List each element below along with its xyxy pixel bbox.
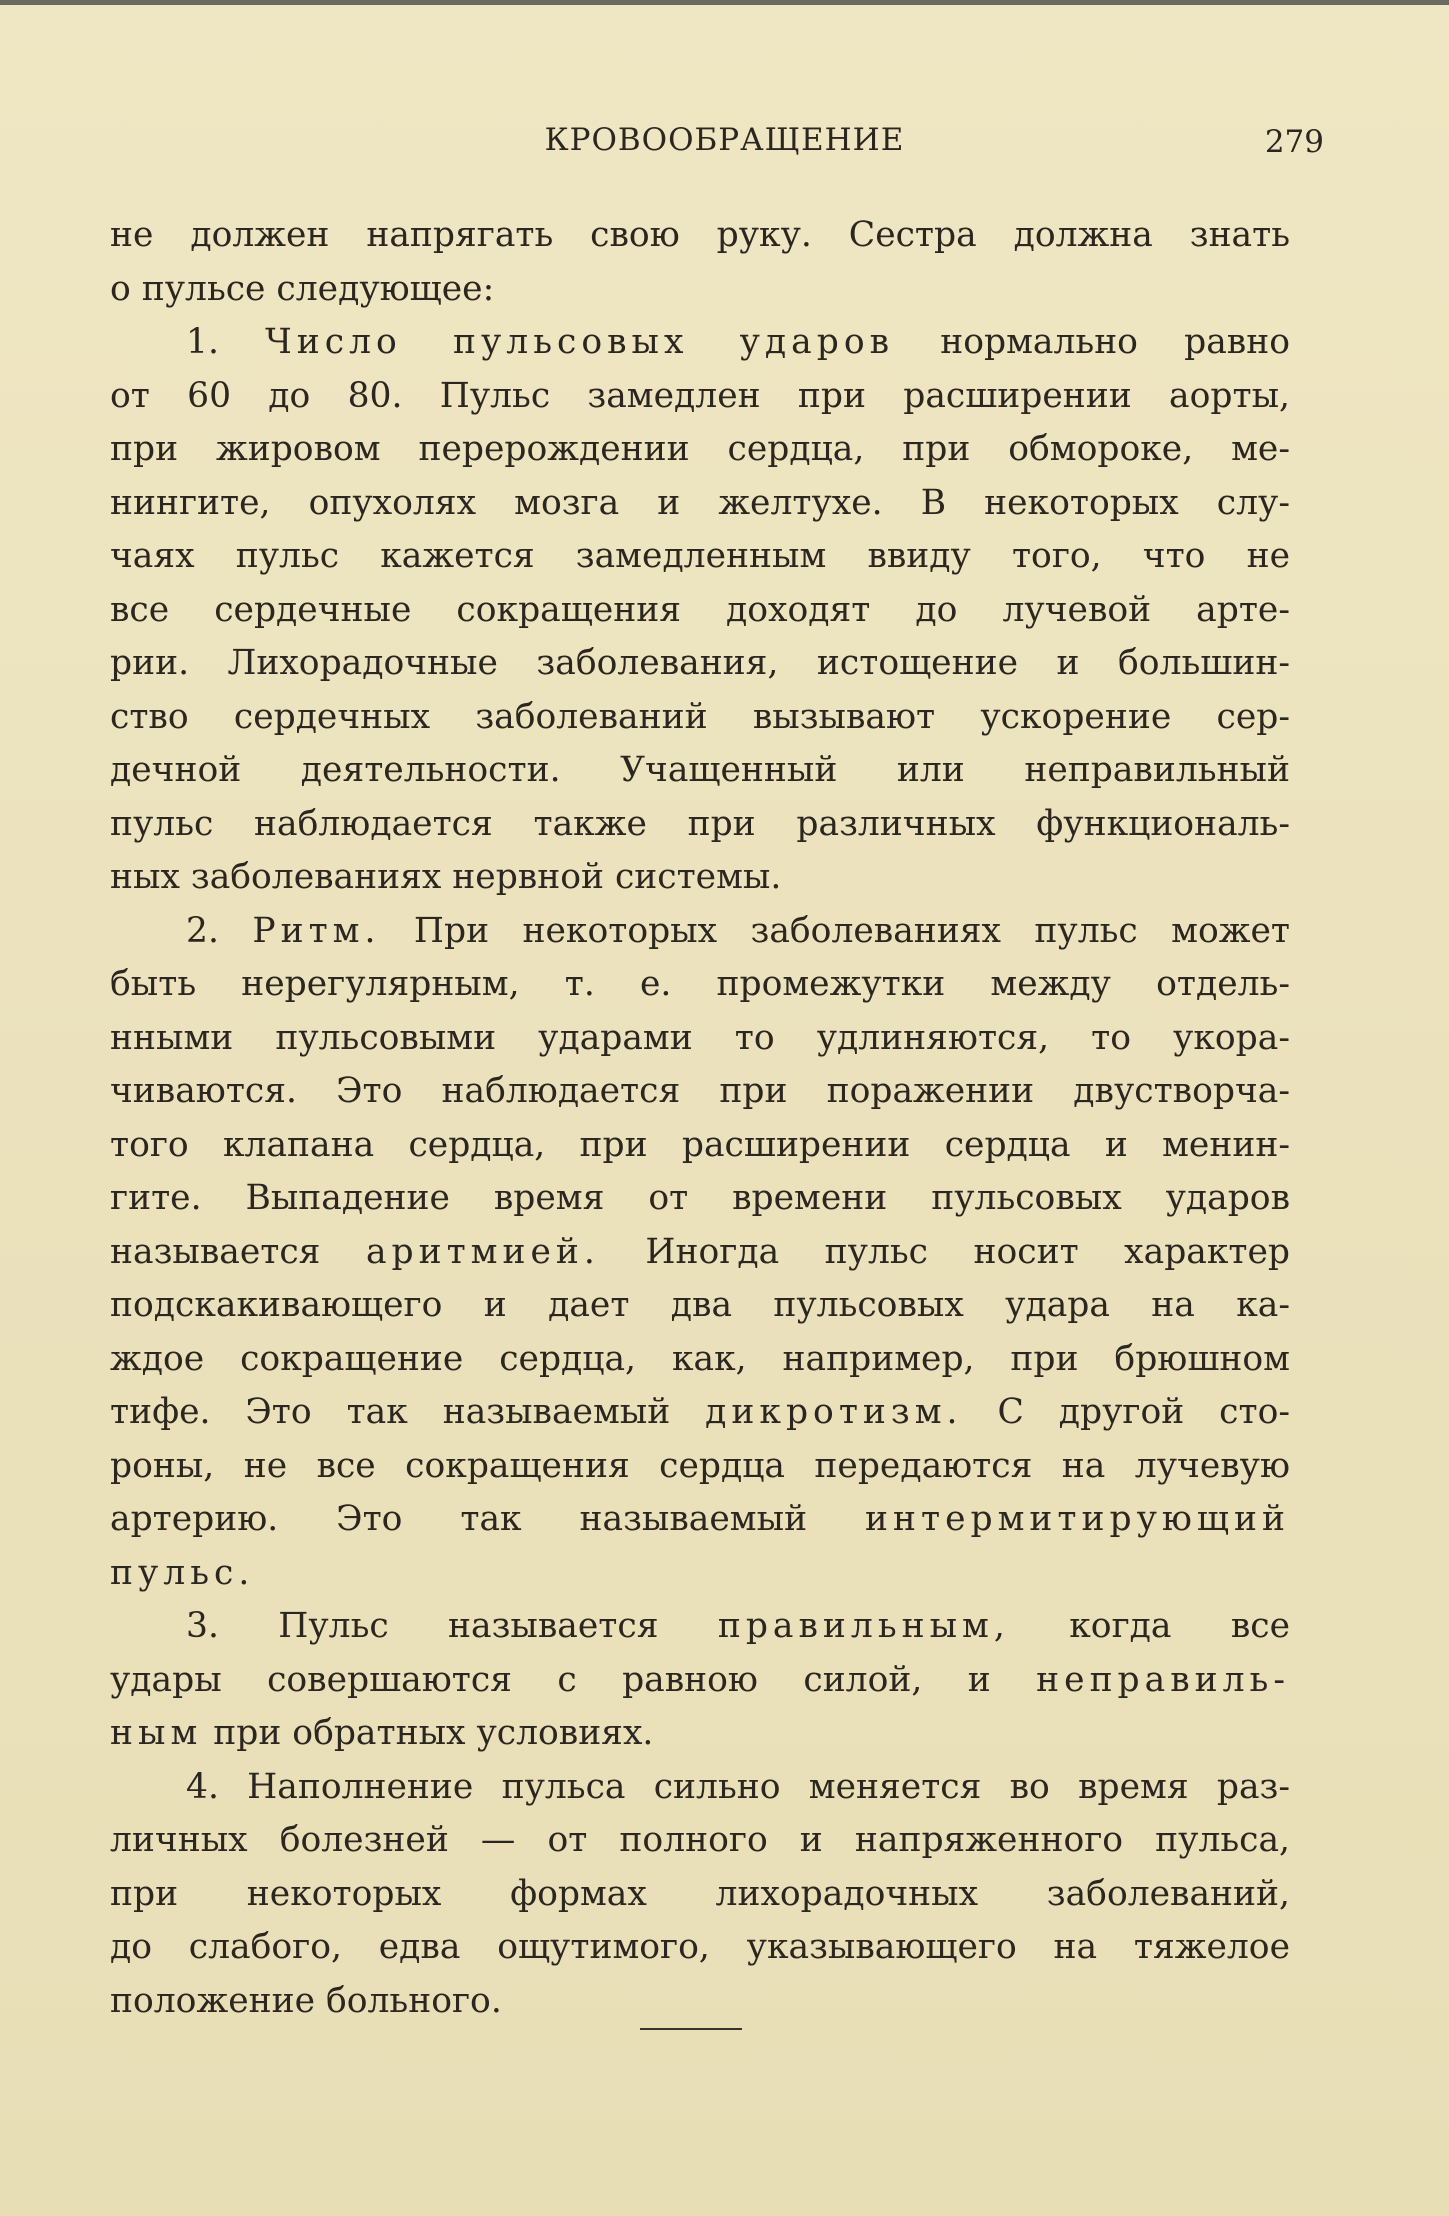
text-run: нными пульсовыми ударами то удлиняются, то укора- [110,1017,1290,1058]
text-run: дечной деятельности. Учащенный или неправильный [110,750,1290,790]
text-run: при некоторых формах лихорадочных заболеваний, [110,1873,1290,1914]
text-line [110,1226,1290,1280]
text-line [110,1547,1290,1601]
text-line [110,1975,1290,2029]
text-run: При некоторых заболеваниях пульс может [380,910,1290,951]
text-run: ство сердечных заболеваний вызывают ускорение сер- [110,696,1290,737]
emphasized-term: пульс. [110,1552,255,1593]
text-line [110,530,1290,584]
text-run: ных заболеваниях нервной системы. [110,857,782,897]
text-line [110,477,1290,531]
text-run: 3. Пульс называется [186,1606,718,1646]
text-line [110,1386,1290,1440]
text-line [110,958,1290,1012]
emphasized-term: аритмией. [365,1231,600,1272]
text-run: называется [110,1231,366,1272]
text-line [110,637,1290,691]
text-run: роны, не все сокращения сердца передаются на лучевую [110,1445,1290,1486]
page-number: 279 [1264,124,1324,160]
text-run: когда все [1009,1606,1290,1646]
text-run: от 60 до 80. Пульс замедлен при расширении аорты, [110,375,1290,416]
page-header [0,116,1449,166]
text-line [110,1279,1290,1333]
text-run: гите. Выпадение время от времени пульсовых ударов [110,1178,1290,1218]
text-line [110,851,1290,905]
text-line [110,1119,1290,1173]
text-line [110,1172,1290,1226]
text-run: Иногда пульс носит характер [599,1231,1290,1272]
text-line [110,1868,1290,1922]
text-run: тифе. Это так называемый [110,1392,706,1432]
text-run: нормально равно [894,322,1290,362]
text-line [110,691,1290,745]
emphasized-term: Ритм. [252,910,381,951]
text-run: чаях пульс кажется замедленным ввиду того, что не [110,536,1290,576]
text-run: личных болезней — от полного и напряженного пульса, [110,1820,1290,1860]
text-run: рии. Лихорадочные заболевания, истощение и большин- [110,643,1290,683]
end-rule [640,2028,742,2030]
text-run: о пульсе следующее: [110,268,495,309]
text-run: 2. [186,910,253,951]
text-line [110,1065,1290,1119]
text-line [110,744,1290,798]
text-run: при обратных условиях. [202,1713,654,1753]
text-run: артерию. Это так называемый [110,1499,866,1539]
text-run: быть нерегулярным, т. е. промежутки между отдель- [110,964,1290,1004]
text-run: нингите, опухолях мозга и желтухе. В некоторых слу- [110,482,1290,523]
emphasized-term: неправиль- [1036,1659,1290,1700]
text-run: 1. [186,322,266,362]
text-line [110,263,1290,317]
text-line [110,1921,1290,1975]
emphasized-term: Число пульсовых ударов [265,322,895,362]
text-run: все сердечные сокращения доходят до лучевой арте- [110,589,1290,630]
emphasized-term: дикротизм. [705,1392,963,1432]
emphasized-term: интермитирующий [865,1499,1290,1539]
text-run: не должен напрягать свою руку. Сестра должна знать [110,215,1290,255]
text-line [110,1440,1290,1494]
text-line [110,1654,1290,1708]
text-line [110,370,1290,424]
text-line [110,1707,1290,1761]
text-line [110,1333,1290,1387]
text-line [110,798,1290,852]
text-line [110,209,1290,263]
text-run: ждое сокращение сердца, как, например, при брюшном [110,1338,1290,1379]
body-text [110,209,1290,2028]
text-line [110,584,1290,638]
text-line [110,905,1290,959]
text-run: того клапана сердца, при расширении сердца и менин- [110,1124,1290,1165]
text-run: 4. Наполнение пульса сильно меняется во время раз- [186,1766,1290,1807]
text-run: подскакивающего и дает два пульсовых удара на ка- [110,1285,1290,1325]
text-line [110,1600,1290,1654]
text-run: С другой сто- [962,1392,1290,1432]
text-line [110,1814,1290,1868]
emphasized-term: правильным, [717,1606,1010,1646]
text-run: до слабого, едва ощутимого, указывающего на тяжелое [110,1927,1290,1967]
emphasized-term: ным [110,1713,203,1753]
running-head: КРОВООБРАЩЕНИЕ [544,122,905,158]
text-line [110,1761,1290,1815]
text-line [110,316,1290,370]
text-run: положение больного. [110,1980,502,2021]
page-top-edge [0,0,1449,5]
text-run: при жировом перерождении сердца, при обмороке, ме- [110,429,1290,469]
text-line [110,1012,1290,1066]
text-run: удары совершаются с равною силой, и [110,1659,1037,1700]
text-line [110,423,1290,477]
text-run: пульс наблюдается также при различных функциональ- [110,803,1290,844]
text-run: чиваются. Это наблюдается при поражении двустворча- [110,1071,1290,1111]
text-line [110,1493,1290,1547]
